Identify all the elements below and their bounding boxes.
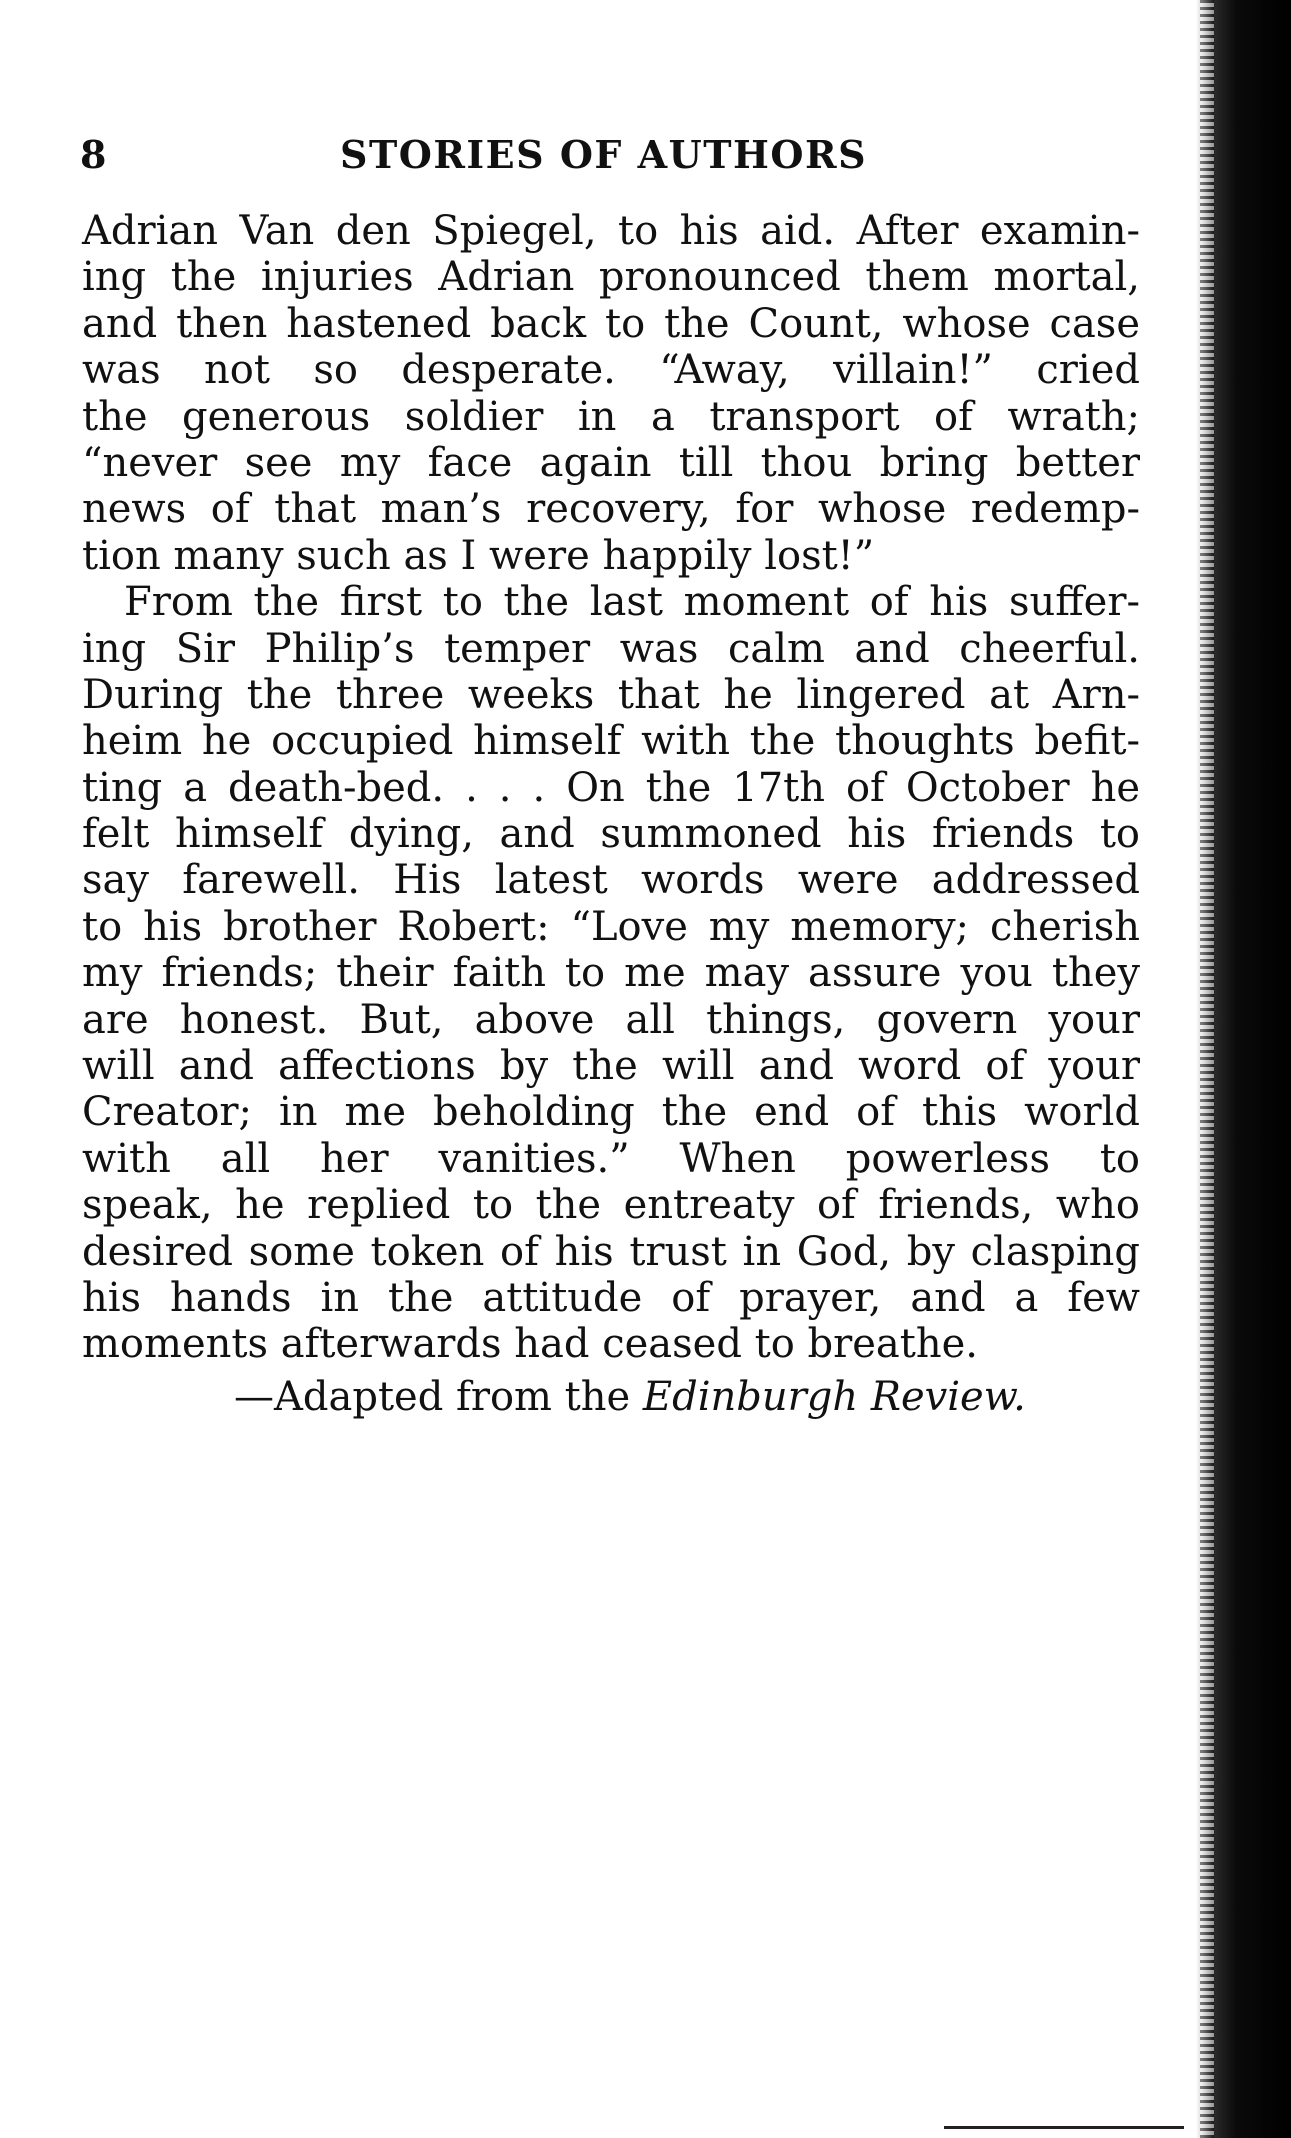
running-head: STORIES OF AUTHORS: [340, 132, 868, 177]
text-line: say farewell. His latest words were addressed: [82, 857, 1140, 904]
text-line: desired some token of his trust in God, by clasping: [82, 1228, 1140, 1275]
page-header: [80, 132, 1140, 192]
text-line: his hands in the attitude of prayer, and a few: [82, 1274, 1140, 1321]
text-line: From the first to the last moment of his suffer-: [124, 579, 1140, 626]
text-line: During the three weeks that he lingered at Arn-: [82, 671, 1140, 718]
source-attribution: [234, 1374, 1026, 1420]
text-line: ing Sir Philip’s temper was calm and cheerful.: [82, 625, 1140, 672]
text-line: Adrian Van den Spiegel, to his aid. After examin-: [82, 208, 1140, 254]
page-edge-texture: [1200, 0, 1214, 2138]
text-line: ting a death-bed. . . . On the 17th of October he: [82, 764, 1140, 811]
text-line: news of that man’s recovery, for whose redemp-: [82, 486, 1140, 533]
text-line: heim he occupied himself with the thoughts befit-: [82, 718, 1140, 765]
text-line: and then hastened back to the Count, whose case: [82, 300, 1140, 347]
text-line: to his brother Robert: “Love my memory; cherish: [82, 903, 1140, 950]
text-line: tion many such as I were happily lost!”: [82, 532, 875, 579]
text-line: ing the injuries Adrian pronounced them mortal,: [82, 254, 1140, 301]
text-line: will and affections by the will and word of your: [82, 1043, 1140, 1090]
text-line: speak, he replied to the entreaty of friends, who: [82, 1182, 1140, 1229]
text-line: felt himself dying, and summoned his friends to: [82, 811, 1140, 858]
attribution-source: Edinburgh Review.: [642, 1374, 1026, 1420]
body-text: [82, 208, 1140, 1368]
text-line: my friends; their faith to me may assure you they: [82, 950, 1140, 997]
text-line: moments afterwards had ceased to breathe.: [82, 1321, 978, 1368]
bottom-rule: [944, 2126, 1184, 2129]
text-line: the generous soldier in a transport of wrath;: [82, 393, 1140, 440]
text-line: “never see my face again till thou bring better: [82, 439, 1140, 486]
text-line: was not so desperate. “Away, villain!” cried: [82, 347, 1140, 394]
page-number: 8: [80, 132, 107, 177]
text-line: Creator; in me beholding the end of this world: [82, 1089, 1140, 1136]
text-line: are honest. But, above all things, govern your: [82, 996, 1140, 1043]
text-line: with all her vanities.” When powerless to: [82, 1135, 1140, 1182]
attribution-prefix: —Adapted from the: [234, 1374, 643, 1420]
